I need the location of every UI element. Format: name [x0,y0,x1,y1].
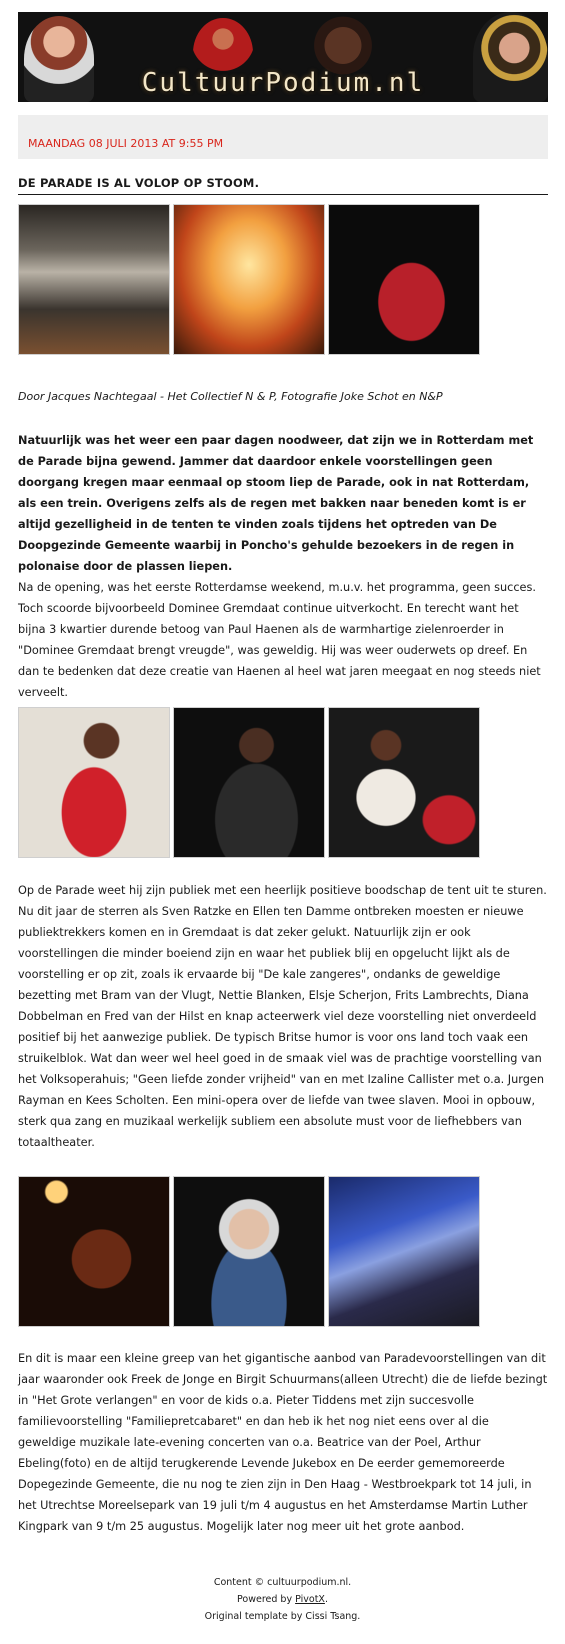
pivotx-link[interactable]: PivotX [295,1594,325,1605]
photo-tent-stage [328,1176,480,1327]
site-banner[interactable] [18,12,548,102]
photo-dominee-gremdaat [328,204,480,355]
post-title: DE PARADE IS AL VOLOP OP STOOM. [18,176,260,190]
footer-powered-prefix: Powered by [237,1594,296,1605]
photo-carousel [173,204,325,355]
post-date: MAANDAG 08 JULI 2013 AT 9:55 PM [28,137,224,150]
footer-copyright: Content © cultuurpodium.nl. [213,1577,352,1588]
site-logo[interactable]: CultuurPodium.nl [141,68,425,98]
photo-rain-crowd [18,204,170,355]
site-footer [0,1574,565,1625]
footer-template-credit: Original template by Cissi Tsang. [204,1611,361,1622]
post-paragraph-3: Op de Parade weet hij zijn publiek met een heerlijk positieve boodschap de tent uit te sturen. Nu dit jaar de sterren als Sven Ratzke en Ellen ten Damme ontbreken moesten er nieuwe publiektrekkers komen en in Gremdaat is dat zeker gelukt. Natuurlijk zijn er ook voorstellingen die minder boeiend zijn en waar het publiek blij en opgelucht lijkt als de voorstelling er op zit, zoals ik ervaarde bij "De kale zangeres", ondanks de geweldige bezetting met Bram van der Vlugt, Nettie Blanken, Elsje Scherjon, Frits Lambrechts, Diana Dobbelman en Fred van der Hilst en knap acteerwerk viel deze voorstelling niet onverdeeld positief bij het aanwezige publiek. De typisch Britse humor is voor ons land toch vaak een struikelblok. Wat dan weer wel heel goed in de smaak viel was de prachtige voorstelling van het Volksoperahuis; "Geen liefde zonder vrijheid" van en met Izaline Callister met o.a. Jurgen Rayman en Kees Scholten. Een mini-opera over de liefde van twee slaven. Mooi in opbouw, sterk qua zang en muzikaal werkelijk subliem een absolute must voor de liefhebbers van totaaltheater. [18,884,547,1149]
post-credit: Door Jacques Nachtegaal - Het Collectief N & P, Fotografie Joke Schot en N&P [18,390,443,403]
post-date-bar [18,115,548,159]
footer-powered-by [0,1591,565,1608]
title-divider [18,194,548,195]
photo-guitarist [18,1176,170,1327]
footer-powered-suffix: . [324,1594,328,1605]
post-paragraph-2: Na de opening, was het eerste Rotterdamse weekend, m.u.v. het programma, geen succes. Toch scoorde bijvoorbeeld Dominee Gremdaat continue uitverkocht. En terecht want het bijna 3 kwartier durende betoog van Paul Haenen als de warmhartige zielenroerder in "Dominee Gremdaat brengt vreugde", was geweldig. Hij was weer ouderwets op dreef. En dan te bedenken dat deze creatie van Haenen al heel wat jaren meegaat en nog steeds niet verveelt. [18,581,541,699]
post-paragraph-4: En dit is maar een kleine greep van het gigantische aanbod van Paradevoorstellingen van dit jaar waaronder ook Freek de Jonge en Birgit Schuurmans(alleen Utrecht) die de liefde bezingt in "Het Grote verlangen" en voor de kids o.a. Pieter Tiddens met zijn succesvolle familievoorstelling "Familiepretcabaret" en dan heb ik het nog niet eens over al die geweldige muzikale late-evening concerten van o.a. Beatrice van der Poel, Arthur Ebeling(foto) en de altijd terugkerende Levende Jukebox en De eerder gememoreerde Dopegezinde Gemeente, die nu nog te zien zijn in Den Haag - Westbroekpark tot 14 juli, in het Utrechtse Moreelsepark van 19 juli t/m 4 augustus en het Amsterdamse Martin Luther Kingpark van 9 t/m 25 augustus. Mogelijk later nog meer uit het grote aanbod. [18,1352,548,1533]
post-paragraph-1: Natuurlijk was het weer een paar dagen noodweer, dat zijn we in Rotterdam met de Parade bijna gewend. Jammer dat daardoor enkele voorstellingen geen doorgang kregen maar eenmaal op stoom liep de Parade, ook in nat Rotterdam, als een trein. Overigens zelfs als de regen met bakken naar beneden komt is er altijd gezelligheid in de tenten te vinden zoals tijdens het optreden van De Doopgezinde Gemeente waarbij in Poncho's gehulde bezoekers in de regen in polonaise door de plassen liepen. [18,434,534,573]
photo-singer-red-dress [18,707,170,858]
photo-man-microphone [173,1176,325,1327]
photo-stage-performers [328,707,480,858]
photo-man-glasses-reading [173,707,325,858]
